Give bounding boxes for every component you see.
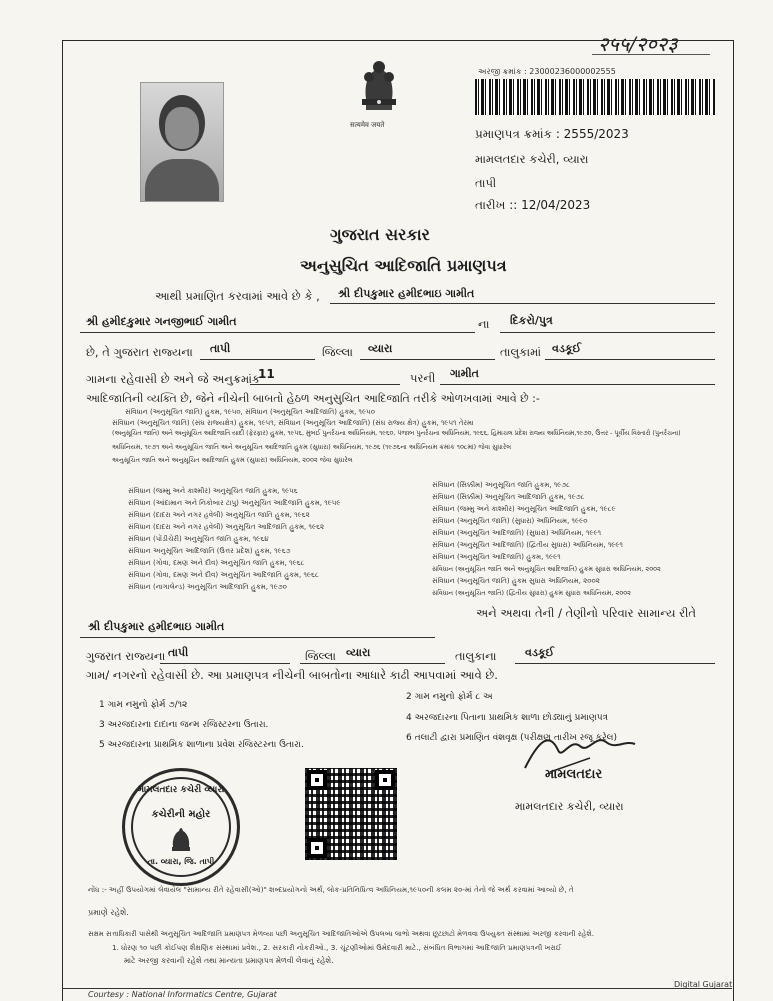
district-value-2: તાપી xyxy=(168,646,189,659)
district-label-2: જિલ્લા xyxy=(305,649,336,663)
taluka-label-2: તાલુકાના xyxy=(455,649,497,663)
orders-right-4: સંવિધાન (અનુસૂચિત જાતિ) (સુધારા) અધિનિયમ, ૧૯૯૦ xyxy=(432,517,588,525)
applicant-name-2: શ્રી દીપકુમાર હમીદભાઇ ગામીત xyxy=(88,620,225,633)
state-label: છે, તે ગુજરાત રાજ્યના xyxy=(86,345,193,359)
issuer-office: મામલતદાર કચેરી, વ્યારા xyxy=(475,152,589,166)
district-value: તાપી xyxy=(210,342,231,355)
orders-left-6: સંવિધાન અનુસૂચિત આદિજાતિ (ઉત્તર પ્રદેશ) હુકમ, ૧૯૬૭ xyxy=(128,547,291,555)
orders-top-2: સંવિધાન (અનુસૂચિત જાતિ) (સંઘ રાજ્યક્ષેત્ર) હુકમ, ૧૯૫૧, સંવિધાન (અનુસૂચિત આદિજાતિ) (સંઘ રાજ્ય ક્ષેત્ર) હુકમ, ૧૯૫૧ તેરમા xyxy=(112,419,474,427)
certify-label: આથી પ્રમાણિત કરવામાં આવે છે કે , xyxy=(155,289,320,303)
orders-top-3: (અનુસૂચિત જાતિ) અને અનુસૂચિત આદિજાતિ યાદી (ફેરફાર) હુકમ, ૧૯૫૬, મુંબઈ પુનર્રચના અધિનિયમ, ૧૯૬૦, પંજાબ પુનર્રચના અધિનિયમ, ૧૯૬૬, હિમાચલ પ્રદેશ રાજ્ય અધિનિયમ,૧૯૭૦, ઉત્તર - પૂર્વીય વિસ્તારો (પુનર્રચના) xyxy=(112,430,681,437)
applicant-name-line xyxy=(330,303,715,304)
taluka-label: તાલુકામાં xyxy=(500,345,542,359)
handwritten-reference: २५५/२०२३ xyxy=(598,32,678,56)
seal-bottom-text: તા. વ્યારા, જિ. તાપી xyxy=(147,857,215,866)
applicant-name: શ્રી દીપકુમાર હમીદભાઇ ગામીત xyxy=(338,287,475,300)
orders-right-2: સંવિધાન (સિક્કીમ) અનુસૂચિત આદિજાતિ હુકમ, ૧૯૭૮ xyxy=(432,493,585,501)
village-text: ગામ/ નગરનો રહેવાસી છે. આ પ્રમાણપત્ર નીચેની બાબતોના આધારે કાઢી આપવામાં આવે છે. xyxy=(86,668,498,682)
doc-5: 5 અરજદારના પ્રાથમિક શાળાના પ્રવેશ રજિસ્ટરના ઉતારા. xyxy=(99,740,304,750)
orders-right-8: સંવિધાન (અનુસૂચિત જાતિ અને અનુસૂચિત આદિજાતિ) હુકમ સુધારા અધિનિયમ, ૨૦૦૨ xyxy=(432,565,661,573)
signature-office: મામલતદાર કચેરી, વ્યારા xyxy=(515,800,624,813)
orders-right-3: સંવિધાન (જમ્મુ અને કાશ્મીર) અનુસૂચિત આદિજાતિ હુકમ, ૧૯૮૯ xyxy=(432,505,616,513)
signature-title: મામલતદાર xyxy=(545,767,603,782)
orders-right-9: સંવિધાન (અનુસૂચિત જાતિ) હુકમ સુધારા અધિનિયમ, ૨૦૦૨ xyxy=(432,577,600,585)
seal-text: મામલતદાર કચેરી વ્યારા xyxy=(137,785,225,795)
seal-center-text: કચેરીની મહોર xyxy=(151,809,211,820)
father-name: શ્રી હમીદકુમાર ગનજીભાઈ ગામીત xyxy=(86,315,237,328)
taluka-line-2 xyxy=(545,359,715,360)
state-label-2: ગુજરાત રાજ્યના xyxy=(86,649,166,663)
footer-line-3: માટે અરજી કરવાની રહેશે તથા માન્યતા પ્રમાણપત્ર મેળવી લેવાનું રહેશે. xyxy=(124,956,334,965)
taluka-value-2-2: વડકૂઈ xyxy=(525,646,555,659)
district-line xyxy=(200,359,315,360)
applicant-photo xyxy=(140,82,224,202)
district-line-2 xyxy=(160,663,290,664)
orders-left-5: સંવિધાન (પોંડીચેરી) અનુસૂચિત જાતિ હુકમ, ૧૯૬૪ xyxy=(128,535,269,543)
orders-top-1: સંવિધાન (અનુસૂચિત જાતિ) હુકમ, ૧૯૫૦, સંવિધાન (અનુસૂચિત આદિજાતિ) હુકમ, ૧૯૫૦ xyxy=(125,408,375,416)
orders-left-7: સંવિધાન (ગોવા, દમણ અને દીવ) અનુસૂચિત જાતિ હુકમ, ૧૯૬૮ xyxy=(128,559,305,567)
doc-2: 2 ગામ નમુનો ફોર્મ ૮ અ xyxy=(406,692,493,702)
note-line-2: પ્રમાણે રહેશે. xyxy=(88,908,129,917)
taluka-value-2: વડકૂઈ xyxy=(552,342,582,355)
application-barcode xyxy=(475,79,715,115)
orders-right-10: સંવિધાન (અનુસૂચિત જાતિ) (દ્વિતીય સુધારા) હુકમ સુધારા અધિનિયમ, ૨૦૦૨ xyxy=(432,589,631,597)
orders-right-6: સંવિધાન (અનુસૂચિત આદિજાતિ) (દ્વિતીય સુધારા) અધિનિયમ, ૧૯૯૧ xyxy=(432,541,623,549)
entry-label: ગામના રહેવાસી છે અને જે અનુક્રમાંક xyxy=(86,372,261,386)
tribe-value: ગામીત xyxy=(450,367,479,380)
orders-left-3: સંવિધાન (દાદરા અને નગર હવેલી) અનુસૂચિત જાતિ હુકમ, ૧૯૬૨ xyxy=(128,511,310,519)
orders-right-7: સંવિધાન (અનુસૂચિત આદિજાતિ) હુકમ, ૧૯૯૧ xyxy=(432,553,561,561)
application-number: અરજી ક્રમાંક : 23000236000002555 xyxy=(478,67,616,76)
father-name-line xyxy=(80,332,475,333)
relation-value: દિકરો/પુત્ર xyxy=(510,314,553,327)
taluka-value-1: વ્યારા xyxy=(368,342,393,355)
certificate-number: પ્રમાણપત્ર ક્રમાંક : 2555/2023 xyxy=(475,127,629,141)
relation-line xyxy=(500,332,715,333)
office-seal-stamp xyxy=(122,768,240,886)
district-label: જિલ્લા xyxy=(322,345,353,359)
doc-6: 6 તલાટી દ્વારા પ્રમાણિત વંશવૃક્ષ (પરીક્ષણ તારીખ રજૂ કરેલ) xyxy=(406,733,617,743)
issue-date: તારીખ :: 12/04/2023 xyxy=(475,198,591,212)
footer-line-2: 1. ધોરણ ૧૦ પછી કોઈપણ શૈક્ષણિક સંસ્થામાં પ્રવેશ., 2. સરકારી નોકરીઓ., 3. ચૂંટણીઓમાં ઉમેદવારી માટે., સંબંધિત વિભાગમાં આદિજાતિ પ્રમાણપત્રની ખરાઈ xyxy=(112,943,562,952)
footer-divider xyxy=(62,988,732,989)
doc-3: 3 અરજદારના દાદાના જન્મ રજિસ્ટરના ઉતારા. xyxy=(99,720,269,730)
doc-4: 4 અરજદારના પિતાના પ્રાથમિક શાળા છોડ્યાનું પ્રમાણપત્ર xyxy=(406,713,609,723)
orders-left-8: સંવિધાન (ગોવા, દમણ અને દીવ) અનુસૂચિત આદિજાતિ હુકમ, ૧૯૬૮ xyxy=(128,571,319,579)
note-line-1: નોંધ :- અહીં ઉપયોગમાં લેવાયેલ "સામાન્ય રીતે રહેવાસી(ઓ)" શબ્દપ્રયોગનો અર્થ, લોક-પ્રતિનિધિત્વ અધિનિયમ,૧૯૫૦ની કલમ ૨૦-માં તેનો જે અર્થ કરવામાં આવ્યો છે, તે xyxy=(88,885,574,894)
father-na-label: ના xyxy=(478,317,490,331)
certificate-title: અનુસુચિત આદિજાતિ પ્રમાણપત્ર xyxy=(300,256,507,275)
declaration-text: આદિજાતિની વ્યક્તિ છે, જેને નીચેની બાબતો હેઠળ અનુસુચિત આદિજાતિ તરીકે ઓળખવામાં આવે છે :- xyxy=(86,392,540,405)
taluka-line-2-2 xyxy=(515,663,715,664)
national-emblem-icon xyxy=(352,55,406,121)
orders-right-5: સંવિધાન (અનુસૂચિત આદિજાતિ) (સુધારા) અધિનિયમ, ૧૯૯૧ xyxy=(432,529,602,537)
family-text: અને અથવા તેની / તેણીનો પરિવાર સામાન્ય રીતે xyxy=(476,606,697,620)
courtesy-line: Courtesy : National Informatics Centre, Gujarat xyxy=(88,990,277,999)
orders-right-1: સંવિધાન (સિક્કીમ) અનુસૂચિત જાતિ હુકમ, ૧૯૭૮ xyxy=(432,481,571,489)
orders-top-5: અનુસૂચિત જાતિ અને અનુસૂચિત આદિજાતિ હુકમ (સુધારા) અધિનિયમ, ૨૦૦૨ જેવા સુધારેલ xyxy=(112,456,353,464)
emblem-motto: सत्यमेव जयते xyxy=(350,121,385,129)
entry-on-label: પરની xyxy=(410,371,436,385)
orders-left-2: સંવિધાન (આંદામાન અને નિકોબાર ટાપુ) અનુસૂચિત આદિજાતિ હુકમ, ૧૯૫૯ xyxy=(128,499,341,507)
seal-emblem-icon xyxy=(167,825,195,855)
footer-line-1: સક્ષમ સત્તાધિકારી પાસેથી અનુસૂચિત આદિજાતિ પ્રમાણપત્ર મેળવ્યા પછી અનુસૂચિત આદિજાતિઓએ ઉપલબ્ધ લાભો અથવા છૂટછાટો મેળવવા ઉપયુક્ત સંસ્થામાં અરજી કરવાની રહેશે. xyxy=(88,930,595,938)
orders-top-4: અધિનિયમ, ૧૯૭૧ અને અનુસૂચિત જાતિ અને અનુસૂચિત આદિજાતિ હુકમ (સુધારા) અધિનિયમ, ૧૯૭૬ (૧૯૭૬ના અધિનિયમ ક્રમાંક ૧૦૮માં) જેવા સુધારેલ xyxy=(112,443,512,451)
entry-number-line xyxy=(250,384,400,385)
entry-number: 11 xyxy=(258,367,275,381)
orders-left-4: સંવિધાન (દાદરા અને નગર હવેલી) અનુસૂચિત આદિજાતિ હુકમ, ૧૯૬૨ xyxy=(128,523,325,531)
applicant-name-2-line xyxy=(80,637,435,638)
orders-left-1: સંવિધાન (જમ્મુ અને કાશ્મીર) અનુસૂચિત જાતિ હુકમ, ૧૯૫૬ xyxy=(128,487,298,495)
verification-qr-code xyxy=(305,768,397,860)
taluka-line-2-1 xyxy=(300,663,445,664)
orders-left-9: સંવિધાન (નાગાલેન્ડ) અનુસૂચિત આદિજાતિ હુકમ, ૧૯૭૦ xyxy=(128,583,287,591)
issuer-district: તાપી xyxy=(475,176,497,190)
government-title: ગુજરાત સરકાર xyxy=(330,225,430,244)
doc-1: 1 ગામ નમુનો ફોર્મ ૭/૧૨ xyxy=(99,700,188,710)
taluka-line-1 xyxy=(360,359,495,360)
taluka-value-2-1: વ્યારા xyxy=(346,646,371,659)
digital-gujarat-label: Digital Gujarat xyxy=(674,980,733,989)
tribe-line xyxy=(440,384,715,385)
